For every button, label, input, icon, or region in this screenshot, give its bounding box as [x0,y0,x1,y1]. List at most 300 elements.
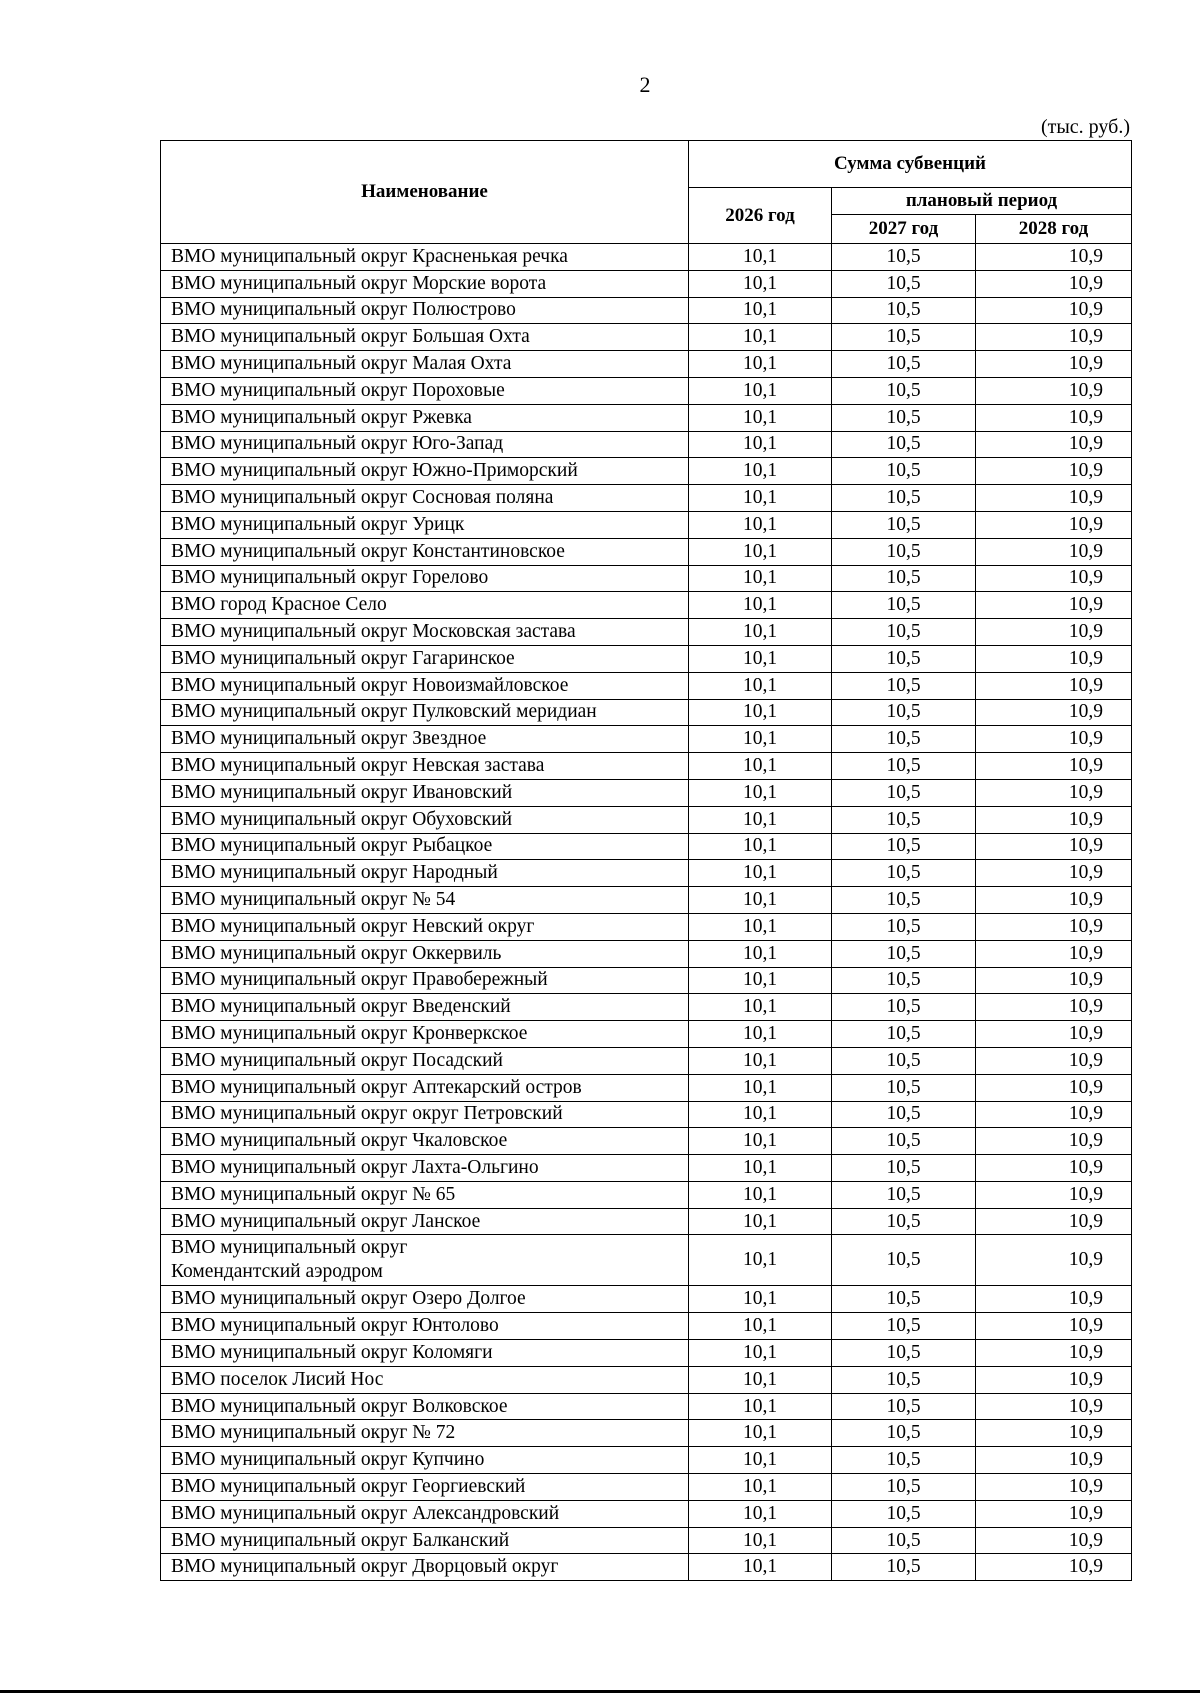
cell-name [161,726,689,753]
cell-2028: 10,9 [976,860,1132,887]
cell-name [161,270,689,297]
table-row [161,244,1132,271]
cell-2028: 10,9 [976,565,1132,592]
cell-2028: 10,9 [976,324,1132,351]
cell-2026: 10,1 [689,458,832,485]
cell-name-text: ВМО муниципальный округ Полюстрово [171,299,516,321]
cell-2027: 10,5 [832,404,976,431]
cell-name-text: ВМО муниципальный округ Константиновское [171,540,565,562]
cell-name-text: ВМО муниципальный округ Ланское [171,1210,481,1232]
cell-2028: 10,9 [976,1208,1132,1235]
cell-2027: 10,5 [832,1554,976,1581]
units-label: (тыс. руб.) [1040,116,1130,138]
cell-name [161,619,689,646]
table-row [161,511,1132,538]
cell-2026: 10,1 [689,1047,832,1074]
cell-2026: 10,1 [689,297,832,324]
cell-2027: 10,5 [832,779,976,806]
cell-2027: 10,5 [832,1235,976,1286]
cell-name [161,297,689,324]
cell-name [161,699,689,726]
table-row [161,565,1132,592]
cell-name-text: ВМО город Красное Село [171,594,387,616]
cell-2028: 10,9 [976,699,1132,726]
table-row [161,1235,1132,1286]
cell-2028: 10,9 [976,297,1132,324]
table-row [161,485,1132,512]
table-row [161,887,1132,914]
cell-name [161,1047,689,1074]
cell-2026: 10,1 [689,324,832,351]
cell-2026: 10,1 [689,940,832,967]
cell-2028: 10,9 [976,1181,1132,1208]
cell-name [161,913,689,940]
cell-name [161,1155,689,1182]
cell-2026: 10,1 [689,1366,832,1393]
table-row [161,994,1132,1021]
cell-name-text: ВМО муниципальный округ Лахта-Ольгино [171,1156,539,1178]
cell-2026: 10,1 [689,1235,832,1286]
cell-2026: 10,1 [689,619,832,646]
cell-2028: 10,9 [976,1420,1132,1447]
table-row [161,833,1132,860]
header-sum: Сумма субвенций [689,141,1132,188]
cell-2028: 10,9 [976,833,1132,860]
table-row [161,1128,1132,1155]
cell-name-text: ВМО муниципальный округ Звездное [171,728,487,750]
cell-name-text: ВМО муниципальный округ № 72 [171,1422,456,1444]
cell-name-text: ВМО муниципальный округ Чкаловское [171,1130,508,1152]
cell-2028: 10,9 [976,1527,1132,1554]
cell-name [161,645,689,672]
table-row [161,431,1132,458]
cell-2026: 10,1 [689,833,832,860]
table-row [161,404,1132,431]
cell-name-text: ВМО поселок Лисий Нос [171,1368,384,1390]
table-row [161,324,1132,351]
cell-2028: 10,9 [976,619,1132,646]
cell-2026: 10,1 [689,967,832,994]
cell-2027: 10,5 [832,699,976,726]
cell-2028: 10,9 [976,1447,1132,1474]
table-row [161,913,1132,940]
table-row [161,753,1132,780]
cell-2028: 10,9 [976,1101,1132,1128]
page-number: 2 [639,72,651,97]
cell-2027: 10,5 [832,592,976,619]
cell-name-text: ВМО муниципальный округ Ивановский [171,781,513,803]
cell-name-text: ВМО муниципальный округ Гагаринское [171,647,515,669]
cell-2028: 10,9 [976,485,1132,512]
cell-name [161,244,689,271]
table-row [161,1527,1132,1554]
cell-2028: 10,9 [976,404,1132,431]
cell-name [161,1554,689,1581]
cell-2028: 10,9 [976,1286,1132,1313]
cell-name [161,458,689,485]
table-body [161,244,1132,1581]
header-planning-period: плановый период [832,188,1132,215]
cell-name-text: ВМО муниципальный округ Большая Охта [171,326,530,348]
cell-name-text: ВМО муниципальный округ Коломяги [171,1341,493,1363]
cell-2026: 10,1 [689,1527,832,1554]
cell-2027: 10,5 [832,1101,976,1128]
cell-2026: 10,1 [689,779,832,806]
cell-2028: 10,9 [976,1554,1132,1581]
cell-name [161,779,689,806]
cell-name-text: ВМО муниципальный округ округ Петровский [171,1103,563,1125]
cell-name [161,538,689,565]
cell-name [161,404,689,431]
cell-2027: 10,5 [832,1527,976,1554]
cell-name [161,511,689,538]
cell-2026: 10,1 [689,1286,832,1313]
cell-2026: 10,1 [689,565,832,592]
cell-2026: 10,1 [689,994,832,1021]
cell-2027: 10,5 [832,645,976,672]
cell-name [161,1101,689,1128]
cell-2027: 10,5 [832,726,976,753]
table-row [161,297,1132,324]
cell-name-text: ВМО муниципальный округ Урицк [171,513,465,535]
cell-2027: 10,5 [832,1181,976,1208]
cell-2027: 10,5 [832,860,976,887]
cell-name-text: ВМО муниципальный округ № 54 [171,889,456,911]
cell-name [161,377,689,404]
cell-2026: 10,1 [689,1208,832,1235]
cell-2026: 10,1 [689,351,832,378]
cell-name-text: ВМО муниципальный округ Юго-Запад [171,433,504,455]
cell-name [161,324,689,351]
cell-2026: 10,1 [689,1554,832,1581]
cell-2027: 10,5 [832,1474,976,1501]
cell-name-text: ВМО муниципальный округ [171,1237,408,1259]
header-year-2026: 2026 год [689,188,832,244]
table-header [161,141,1132,244]
table-row [161,1181,1132,1208]
cell-2027: 10,5 [832,967,976,994]
cell-name-text: ВМО муниципальный округ Морские ворота [171,272,547,294]
cell-name [161,672,689,699]
cell-2026: 10,1 [689,404,832,431]
cell-2027: 10,5 [832,753,976,780]
cell-2028: 10,9 [976,779,1132,806]
cell-2028: 10,9 [976,1366,1132,1393]
cell-2026: 10,1 [689,860,832,887]
cell-2028: 10,9 [976,672,1132,699]
table-row [161,1447,1132,1474]
cell-2028: 10,9 [976,753,1132,780]
cell-name [161,1235,689,1286]
cell-2026: 10,1 [689,270,832,297]
cell-2026: 10,1 [689,913,832,940]
cell-2028: 10,9 [976,1393,1132,1420]
cell-name-text: ВМО муниципальный округ Новоизмайловское [171,674,569,696]
cell-2028: 10,9 [976,994,1132,1021]
header-year-2028: 2028 год [976,215,1132,244]
cell-name [161,1393,689,1420]
cell-name [161,351,689,378]
cell-2027: 10,5 [832,619,976,646]
header-year-2027: 2027 год [832,215,976,244]
cell-2026: 10,1 [689,1181,832,1208]
subvention-table-wrapper [160,140,1131,1581]
cell-2027: 10,5 [832,1420,976,1447]
cell-2027: 10,5 [832,351,976,378]
cell-2028: 10,9 [976,377,1132,404]
cell-2028: 10,9 [976,940,1132,967]
table-row [161,806,1132,833]
cell-2027: 10,5 [832,833,976,860]
cell-name-text: ВМО муниципальный округ Невская застава [171,755,545,777]
cell-2028: 10,9 [976,1313,1132,1340]
cell-2027: 10,5 [832,1340,976,1367]
cell-name-text: ВМО муниципальный округ Александровский [171,1502,560,1524]
cell-2028: 10,9 [976,913,1132,940]
cell-2027: 10,5 [832,1128,976,1155]
cell-2028: 10,9 [976,244,1132,271]
cell-name-text: ВМО муниципальный округ Балканский [171,1529,510,1551]
cell-name [161,1527,689,1554]
table-row [161,779,1132,806]
cell-2028: 10,9 [976,1021,1132,1048]
cell-name-text: ВМО муниципальный округ Георгиевский [171,1475,526,1497]
table-row [161,1420,1132,1447]
cell-2028: 10,9 [976,458,1132,485]
cell-2027: 10,5 [832,913,976,940]
cell-2026: 10,1 [689,1393,832,1420]
cell-2026: 10,1 [689,753,832,780]
cell-name [161,1474,689,1501]
cell-2028: 10,9 [976,592,1132,619]
cell-2026: 10,1 [689,538,832,565]
cell-2027: 10,5 [832,324,976,351]
cell-name-text: ВМО муниципальный округ Пулковский меридиан [171,701,597,723]
cell-2026: 10,1 [689,887,832,914]
cell-name [161,1128,689,1155]
table-row [161,1340,1132,1367]
cell-name-text: ВМО муниципальный округ Кронверкское [171,1023,528,1044]
cell-name-text: ВМО муниципальный округ Народный [171,862,498,884]
cell-2028: 10,9 [976,1235,1132,1286]
subvention-table [160,140,1132,1581]
cell-2027: 10,5 [832,1500,976,1527]
cell-2026: 10,1 [689,1313,832,1340]
cell-2026: 10,1 [689,377,832,404]
cell-name-text: ВМО муниципальный округ Оккервиль [171,942,502,964]
cell-2026: 10,1 [689,431,832,458]
cell-2027: 10,5 [832,377,976,404]
cell-name-text: ВМО муниципальный округ Правобережный [171,969,548,991]
cell-name [161,940,689,967]
cell-2027: 10,5 [832,672,976,699]
cell-2027: 10,5 [832,1447,976,1474]
cell-name [161,833,689,860]
cell-name-text: ВМО муниципальный округ Южно-Приморский [171,460,578,482]
cell-2027: 10,5 [832,1286,976,1313]
cell-2028: 10,9 [976,1074,1132,1101]
cell-name [161,1420,689,1447]
cell-2026: 10,1 [689,511,832,538]
table-row [161,1500,1132,1527]
cell-2028: 10,9 [976,1340,1132,1367]
table-row [161,645,1132,672]
table-row [161,619,1132,646]
cell-2027: 10,5 [832,1047,976,1074]
cell-2028: 10,9 [976,1128,1132,1155]
cell-name [161,431,689,458]
cell-2026: 10,1 [689,592,832,619]
cell-2027: 10,5 [832,994,976,1021]
cell-2028: 10,9 [976,645,1132,672]
cell-name [161,1208,689,1235]
cell-name-text: ВМО муниципальный округ Ржевка [171,406,472,428]
cell-2027: 10,5 [832,1074,976,1101]
cell-name [161,887,689,914]
cell-name [161,1181,689,1208]
table-row [161,538,1132,565]
cell-name [161,1366,689,1393]
cell-2028: 10,9 [976,431,1132,458]
table-row [161,1286,1132,1313]
cell-2027: 10,5 [832,485,976,512]
table-row [161,1047,1132,1074]
cell-name-text: ВМО муниципальный округ Введенский [171,996,511,1018]
cell-2027: 10,5 [832,1208,976,1235]
table-row [161,592,1132,619]
table-row [161,1021,1132,1048]
cell-2026: 10,1 [689,1447,832,1474]
cell-2028: 10,9 [976,1500,1132,1527]
cell-2028: 10,9 [976,726,1132,753]
cell-2027: 10,5 [832,431,976,458]
table-row [161,1393,1132,1420]
cell-2027: 10,5 [832,1155,976,1182]
table-row [161,940,1132,967]
cell-name [161,1340,689,1367]
cell-name [161,967,689,994]
cell-2026: 10,1 [689,699,832,726]
cell-name [161,1500,689,1527]
table-row [161,699,1132,726]
cell-2026: 10,1 [689,1474,832,1501]
cell-name [161,592,689,619]
cell-2028: 10,9 [976,1155,1132,1182]
cell-2028: 10,9 [976,351,1132,378]
cell-name-text: ВМО муниципальный округ Рыбацкое [171,835,493,857]
cell-name [161,1074,689,1101]
cell-2026: 10,1 [689,1500,832,1527]
cell-2027: 10,5 [832,297,976,324]
table-row [161,1155,1132,1182]
table-row [161,351,1132,378]
cell-name-text: ВМО муниципальный округ Аптекарский остров [171,1076,582,1098]
cell-2028: 10,9 [976,511,1132,538]
cell-2026: 10,1 [689,1074,832,1101]
cell-2026: 10,1 [689,1128,832,1155]
cell-2028: 10,9 [976,887,1132,914]
header-name: Наименование [161,141,689,244]
cell-name [161,753,689,780]
cell-2026: 10,1 [689,806,832,833]
cell-2028: 10,9 [976,1474,1132,1501]
cell-name [161,1447,689,1474]
cell-2027: 10,5 [832,806,976,833]
cell-name-text: ВМО муниципальный округ Юнтолово [171,1315,499,1337]
cell-name [161,1313,689,1340]
cell-2026: 10,1 [689,645,832,672]
cell-2028: 10,9 [976,967,1132,994]
table-row [161,1554,1132,1581]
cell-name [161,994,689,1021]
cell-name-text: ВМО муниципальный округ Волковское [171,1395,508,1417]
cell-2028: 10,9 [976,806,1132,833]
cell-name-text-line2: Комендантский аэродром [171,1261,383,1283]
cell-2027: 10,5 [832,565,976,592]
cell-2026: 10,1 [689,672,832,699]
cell-2026: 10,1 [689,485,832,512]
cell-name-text: ВМО муниципальный округ Сосновая поляна [171,487,554,509]
table-row [161,1208,1132,1235]
table-row [161,377,1132,404]
table-row [161,967,1132,994]
cell-name-text: ВМО муниципальный округ Дворцовый округ [171,1556,559,1578]
cell-2027: 10,5 [832,511,976,538]
cell-name-text: ВМО муниципальный округ Посадский [171,1049,503,1071]
cell-name-text: ВМО муниципальный округ Обуховский [171,808,513,830]
cell-2027: 10,5 [832,1313,976,1340]
cell-2027: 10,5 [832,940,976,967]
cell-2026: 10,1 [689,1155,832,1182]
cell-name-text: ВМО муниципальный округ Красненькая речка [171,245,568,267]
cell-name [161,806,689,833]
table-row [161,860,1132,887]
cell-name [161,1286,689,1313]
cell-2027: 10,5 [832,244,976,271]
cell-2027: 10,5 [832,1393,976,1420]
cell-2026: 10,1 [689,1340,832,1367]
table-row [161,1366,1132,1393]
table-row [161,458,1132,485]
cell-2027: 10,5 [832,270,976,297]
cell-2027: 10,5 [832,1021,976,1048]
table-row [161,270,1132,297]
cell-2028: 10,9 [976,270,1132,297]
table-row [161,1074,1132,1101]
cell-name [161,485,689,512]
table-row [161,1313,1132,1340]
cell-name-text: ВМО муниципальный округ № 65 [171,1183,456,1205]
cell-name-text: ВМО муниципальный округ Горелово [171,567,489,589]
cell-2026: 10,1 [689,244,832,271]
cell-name-text: ВМО муниципальный округ Купчино [171,1449,485,1471]
cell-name-text: ВМО муниципальный округ Пороховые [171,379,505,401]
cell-2027: 10,5 [832,458,976,485]
cell-name-text: ВМО муниципальный округ Московская застава [171,621,576,643]
table-row [161,1101,1132,1128]
table-row [161,726,1132,753]
table-row [161,1474,1132,1501]
cell-2027: 10,5 [832,887,976,914]
cell-name-text: ВМО муниципальный округ Озеро Долгое [171,1288,526,1310]
cell-name-text: ВМО муниципальный округ Малая Охта [171,353,512,375]
cell-2026: 10,1 [689,1021,832,1048]
cell-name [161,565,689,592]
cell-2027: 10,5 [832,1366,976,1393]
cell-2026: 10,1 [689,1420,832,1447]
table-row [161,672,1132,699]
cell-name-text: ВМО муниципальный округ Невский округ [171,915,535,937]
